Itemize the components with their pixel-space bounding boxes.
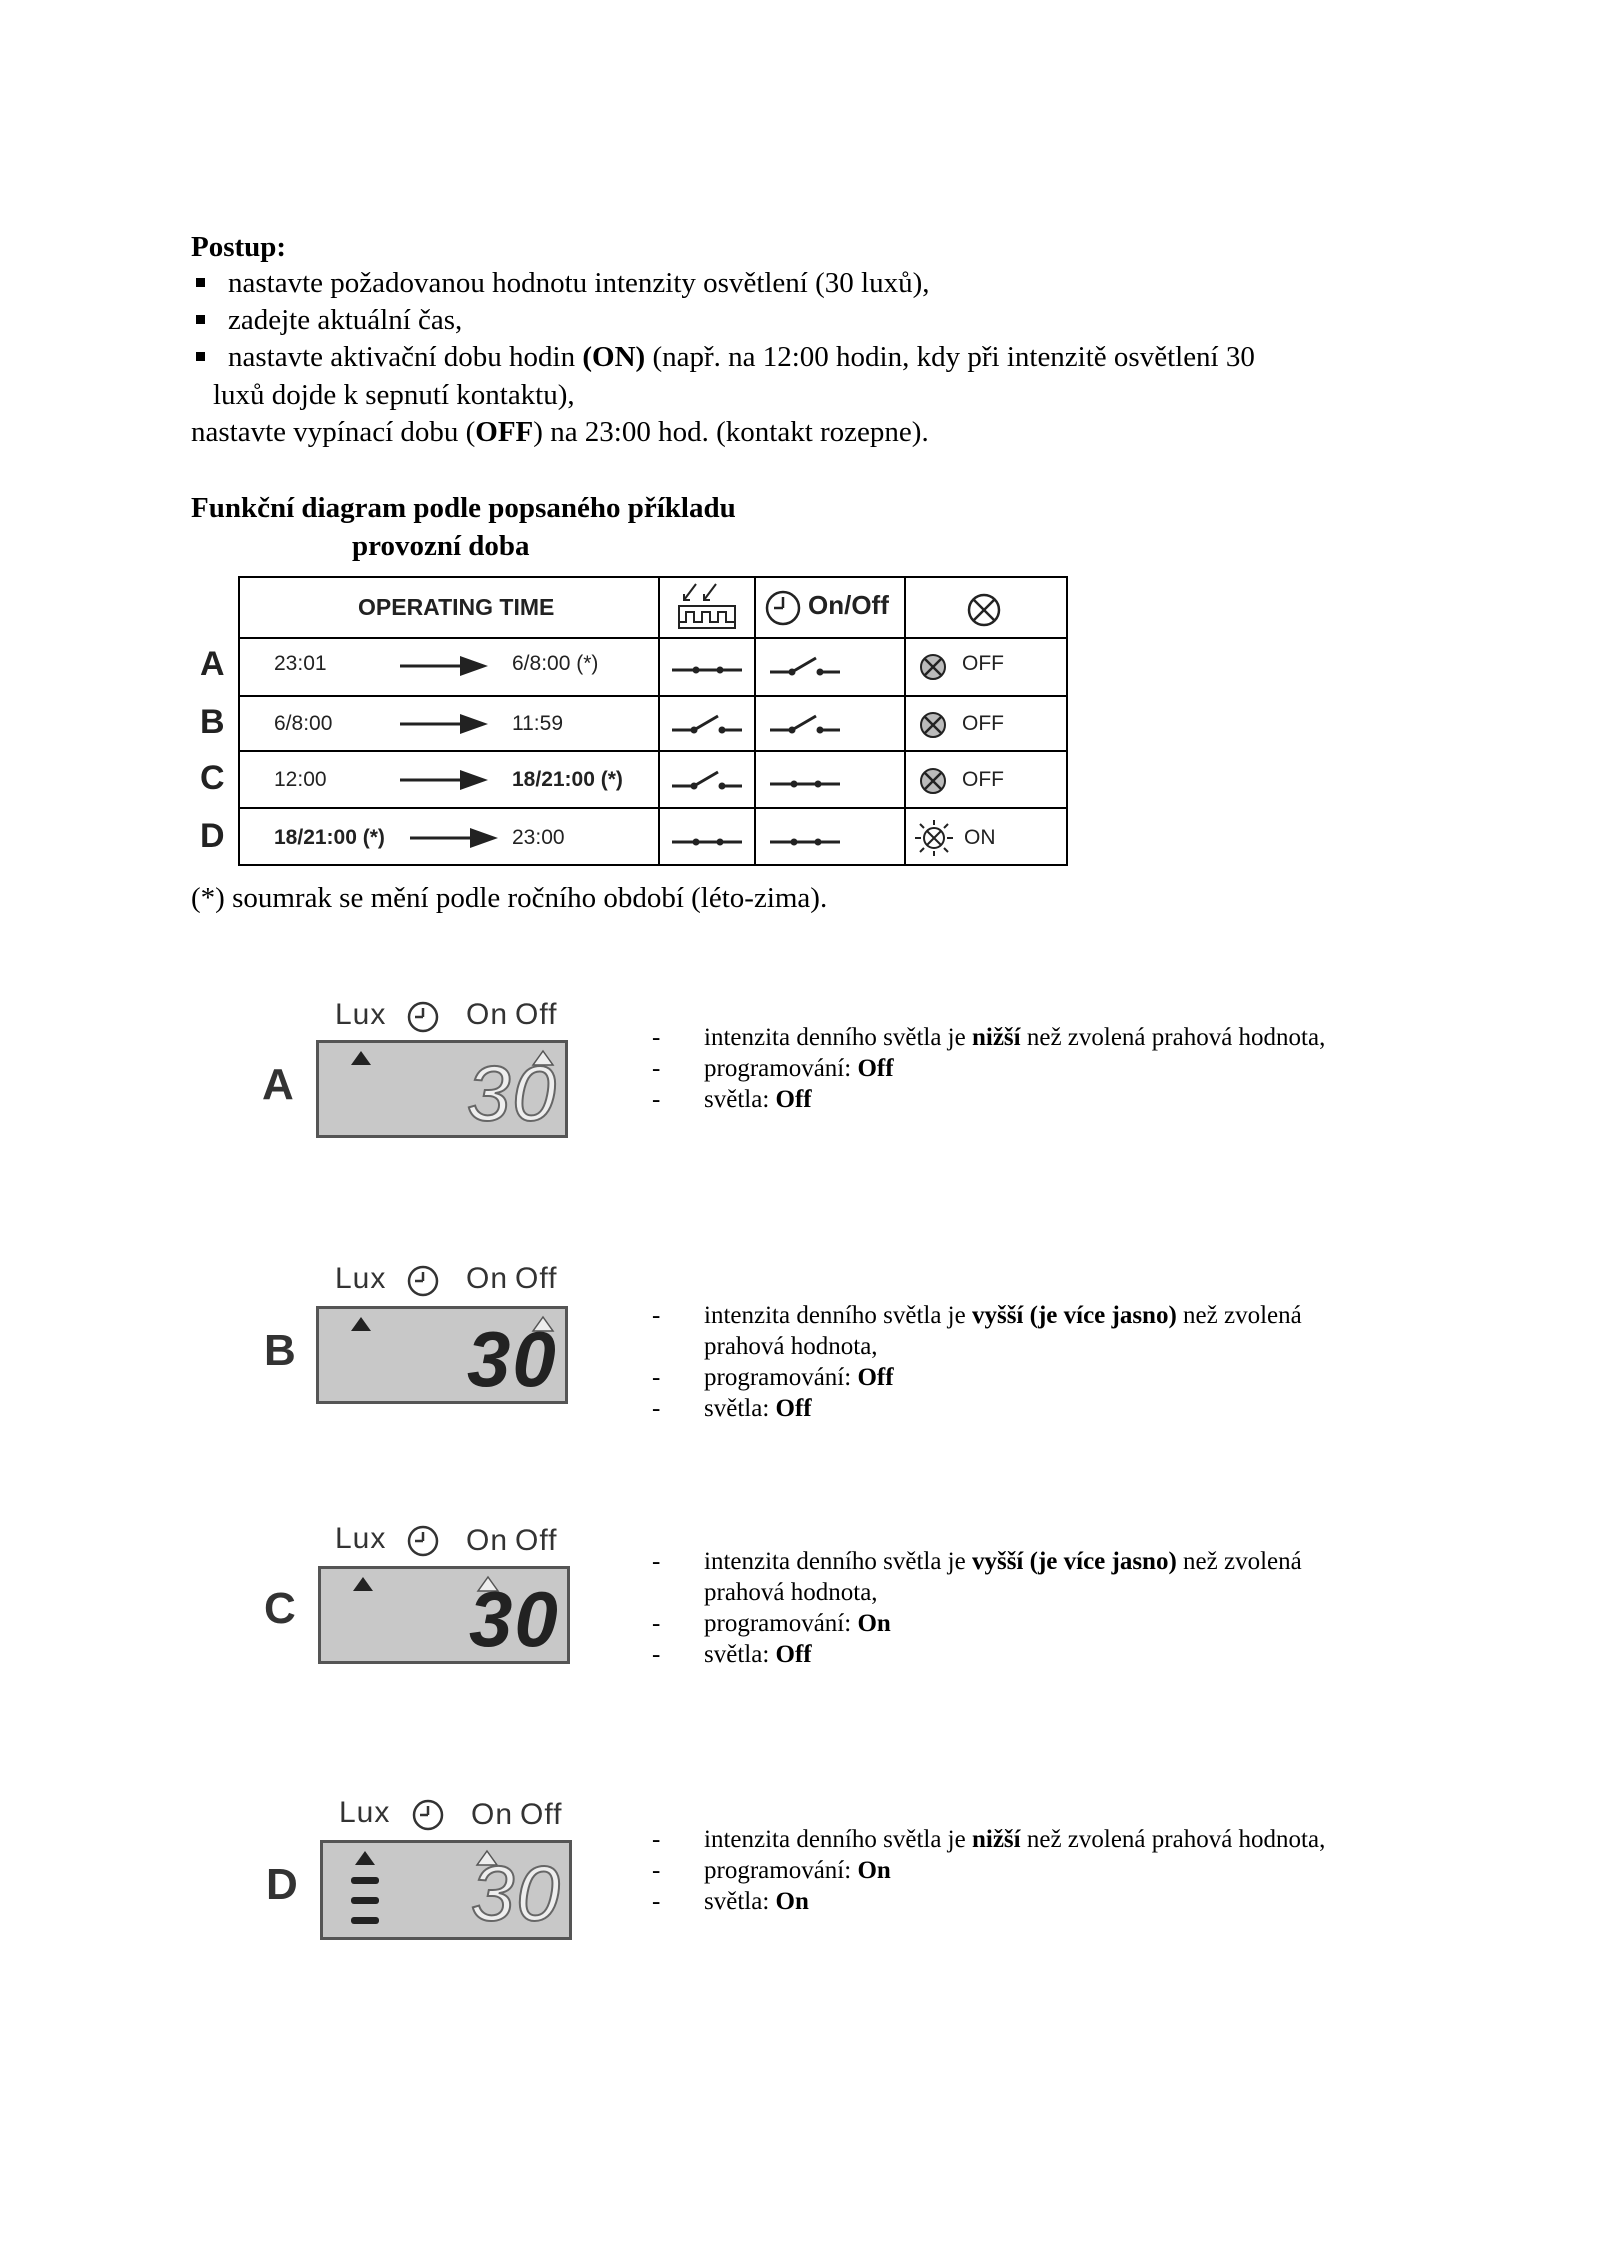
row-c-from: 12:00 [274, 768, 327, 791]
lcd-label-off: Off [520, 1798, 563, 1831]
bullet-3-rest: (např. na 12:00 hodin, kdy při intenzitě osvětlení 30 [645, 341, 1255, 373]
state-c-line-1-cont: prahová hodnota, [704, 1579, 878, 1606]
lcd-display-a [316, 1040, 568, 1138]
procedure-bullet-3-continued: luxů dojde k sepnutí kontaktu), [213, 379, 575, 411]
light-sensor-icon [676, 582, 738, 634]
state-b-line-3: - světla: Off [652, 1395, 812, 1422]
row-b-to: 11:59 [512, 712, 563, 735]
lamp-on-icon [912, 818, 956, 858]
lcd-label-off: Off [515, 1524, 558, 1557]
state-d-line-3: - světla: On [652, 1888, 809, 1915]
state-a-line-2: - programování: Off [652, 1055, 894, 1082]
switch-open-icon [768, 652, 842, 680]
lcd-label-lux: Lux [335, 998, 387, 1031]
lcd-label-lux: Lux [335, 1262, 387, 1295]
row-d-to: 23:00 [512, 826, 565, 849]
lamp-off-icon [918, 652, 948, 682]
switch-closed-icon [768, 766, 842, 794]
lcd-label-on: On [466, 1524, 509, 1557]
lcd-display-b [316, 1306, 568, 1404]
procedure-heading: Postup: [191, 231, 287, 263]
state-a-line-1: - intenzita denního světla je nižší než zvolená prahová hodnota, [652, 1024, 1326, 1051]
clock-icon [411, 1798, 445, 1832]
state-b-letter: B [264, 1326, 296, 1375]
lcd-label-lux: Lux [339, 1796, 391, 1829]
lamp-off-icon [918, 710, 948, 740]
lux-indicator-icon [351, 1575, 375, 1593]
state-c-description [652, 1546, 1302, 1670]
state-b-line-1: - intenzita denního světla je vyšší (je více jasno) než zvolená [652, 1302, 1302, 1329]
light-level-bars-icon [349, 1873, 381, 1933]
row-a-to: 6/8:00 (*) [512, 652, 599, 675]
switch-closed-icon [670, 652, 744, 680]
state-a-letter: A [262, 1060, 294, 1109]
row-a-from: 23:01 [274, 652, 327, 675]
header-on-off: On/Off [808, 590, 889, 620]
procedure-bullet-2: zadejte aktuální čas, [228, 304, 463, 336]
row-letter-c: C [200, 759, 225, 797]
lcd-display-d [320, 1840, 572, 1940]
diagram-subtitle: provozní doba [352, 530, 530, 562]
procedure-bullet-1: nastavte požadovanou hodnotu intenzity osvětlení (30 luxů), [228, 267, 930, 299]
operating-time-table [238, 576, 1068, 866]
state-a-line-3: - světla: Off [652, 1086, 812, 1113]
row-letter-b: B [200, 703, 225, 741]
bullet-3-on: (ON) [582, 341, 646, 373]
row-d-lamp: ON [964, 826, 996, 849]
clock-icon [406, 1264, 440, 1298]
clock-icon [764, 588, 802, 628]
lamp-off-icon [918, 766, 948, 796]
state-c-line-2: - programování: On [652, 1610, 891, 1637]
lcd-value-c: 30 [469, 1575, 560, 1663]
state-b-line-2: - programování: Off [652, 1364, 894, 1391]
off-line-rest: ) na 23:00 hod. (kontakt rozepne). [533, 416, 929, 448]
switch-open-icon [768, 710, 842, 738]
lcd-value-a: 30 [467, 1049, 558, 1137]
state-b-description [652, 1300, 1302, 1424]
arrow-right-icon [400, 710, 490, 738]
lcd-label-lux: Lux [335, 1522, 387, 1555]
arrow-right-icon [400, 766, 490, 794]
bullet-square-icon [196, 315, 205, 324]
row-b-from: 6/8:00 [274, 712, 333, 735]
row-a-lamp: OFF [962, 652, 1004, 675]
off-line-text: nastavte vypínací dobu ( [191, 416, 476, 448]
state-a-description [652, 1022, 1325, 1115]
bullet-3-text: nastavte aktivační dobu hodin [228, 341, 583, 373]
procedure-off-line [191, 414, 929, 451]
lcd-label-off: Off [515, 1262, 558, 1295]
lcd-label-on: On [466, 998, 509, 1031]
arrow-right-icon [400, 652, 490, 680]
row-d-from: 18/21:00 (*) [274, 826, 385, 849]
state-d-line-1: - intenzita denního světla je nižší než zvolená prahová hodnota, [652, 1826, 1326, 1853]
procedure-bullet-3 [228, 339, 1255, 376]
switch-closed-icon [670, 824, 744, 852]
lcd-value-d: 30 [471, 1849, 562, 1937]
switch-open-icon [670, 766, 744, 794]
lux-indicator-icon [349, 1049, 373, 1067]
lcd-display-c [318, 1566, 570, 1664]
lux-indicator-icon [349, 1315, 373, 1333]
clock-icon [406, 1000, 440, 1034]
state-d-description [652, 1824, 1325, 1917]
switch-closed-icon [768, 824, 842, 852]
state-d-line-2: - programování: On [652, 1857, 891, 1884]
state-b-line-1-cont: prahová hodnota, [704, 1333, 878, 1360]
lcd-label-off: Off [515, 998, 558, 1031]
header-operating-time: OPERATING TIME [358, 594, 555, 620]
bullet-square-icon [196, 352, 205, 361]
bullet-square-icon [196, 278, 205, 287]
off-line-off: OFF [475, 416, 534, 448]
lux-indicator-icon [353, 1849, 377, 1867]
lcd-label-on: On [466, 1262, 509, 1295]
diagram-title: Funkční diagram podle popsaného příkladu [191, 492, 736, 524]
switch-open-icon [670, 710, 744, 738]
state-c-line-1: - intenzita denního světla je vyšší (je více jasno) než zvolená [652, 1548, 1302, 1575]
row-b-lamp: OFF [962, 712, 1004, 735]
state-c-line-3: - světla: Off [652, 1641, 812, 1668]
clock-icon [406, 1524, 440, 1558]
state-d-letter: D [266, 1860, 298, 1909]
diagram-footnote: (*) soumrak se mění podle ročního období (léto-zima). [191, 882, 828, 914]
row-c-to: 18/21:00 (*) [512, 768, 623, 791]
arrow-right-icon [410, 824, 500, 852]
lcd-label-on: On [471, 1798, 514, 1831]
row-letter-a: A [200, 645, 225, 683]
lamp-icon [966, 592, 1002, 628]
lcd-value-b: 30 [467, 1315, 558, 1403]
state-c-letter: C [264, 1584, 296, 1633]
row-letter-d: D [200, 817, 225, 855]
row-c-lamp: OFF [962, 768, 1004, 791]
